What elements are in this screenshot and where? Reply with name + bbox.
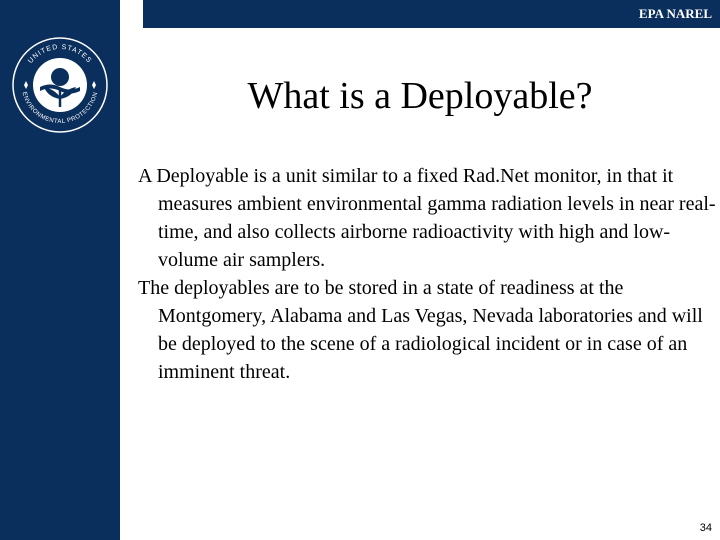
paragraph-definition: A Deployable is a unit similar to a fixed Rad.Net monitor, in that it measures ambient environmental gamma radiation levels in near real-time, and also collects airborne radioactivity with high and low-volume air samplers. <box>138 165 716 271</box>
left-sidebar <box>0 0 120 540</box>
slide-body <box>138 162 718 386</box>
slide-title: What is a Deployable? <box>247 75 593 117</box>
page-number: 34 <box>699 522 712 534</box>
header-label: EPA NAREL <box>638 6 712 21</box>
svg-text:ENVIRONMENTAL PROTECTION: ENVIRONMENTAL PROTECTION <box>20 91 100 126</box>
paragraph-storage: The deployables are to be stored in a state of readiness at the Montgomery, Alabama and Las Vegas, Nevada laboratories and will be deployed to the scene of a radiological incident or in case of an imminent threat. <box>138 277 703 383</box>
epa-seal-icon <box>10 35 110 135</box>
header-bar <box>143 0 720 28</box>
svg-text:UNITED STATES: UNITED STATES <box>27 43 93 65</box>
